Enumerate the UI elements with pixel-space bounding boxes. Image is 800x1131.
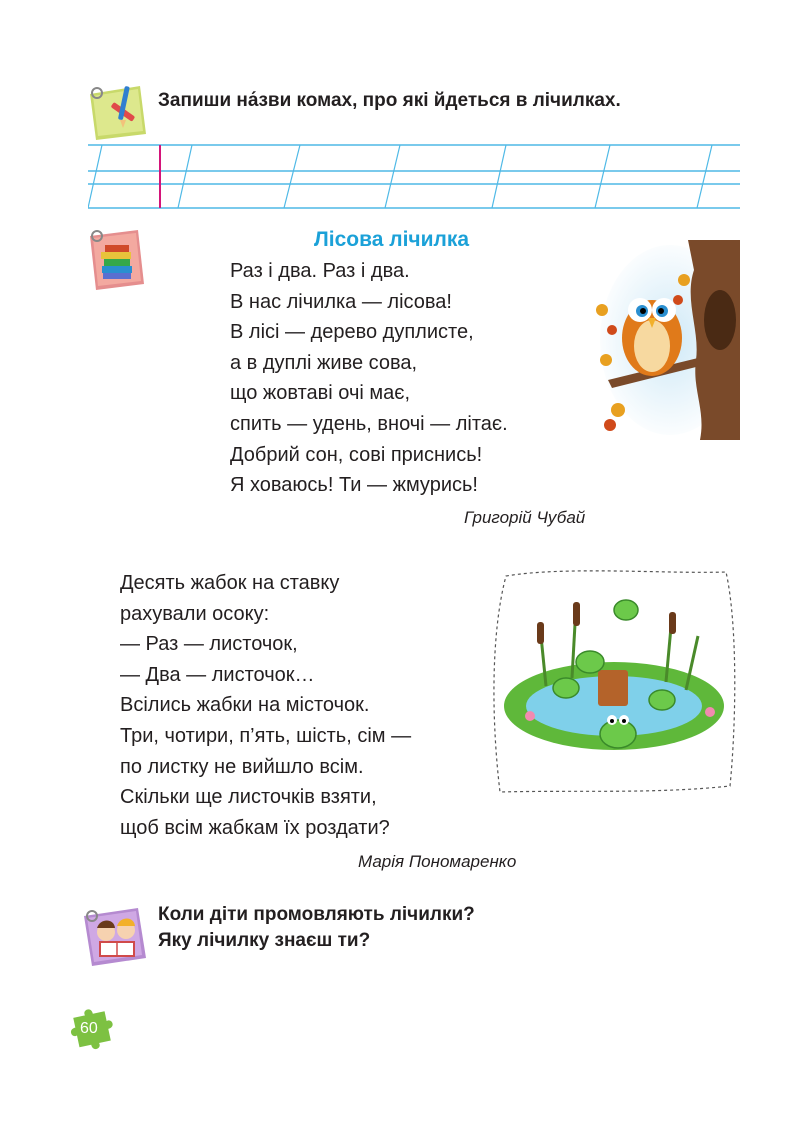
pencil-note-icon — [84, 80, 154, 142]
poem-line: спить — удень, вночі — літає. — [230, 412, 508, 435]
poem-line: що жовтаві очі має, — [230, 382, 411, 405]
poem-author: Марія Пономаренко — [358, 852, 517, 871]
poem-frogs — [120, 568, 411, 843]
poem-line: В нас лічилка — лісова! — [230, 290, 452, 313]
poem-line: Три, чотири, п’ять, шість, сім — — [120, 724, 412, 747]
poem-line: по листку не вийшло всім. — [120, 755, 364, 778]
poem-line: Скільки ще листочків взяти, — [120, 786, 377, 809]
writing-lines[interactable] — [88, 144, 740, 212]
poem-author: Григорій Чубай — [464, 508, 586, 527]
poem-lisova — [230, 256, 508, 501]
poem-line: а в дуплі живе сова, — [230, 351, 418, 374]
poem-line: щоб всім жабкам їх роздати? — [120, 816, 390, 839]
poem-line: В лісі — дерево дуплисте, — [230, 321, 474, 344]
poem-line: — Два — листочок… — [120, 663, 315, 686]
discussion-questions — [158, 902, 475, 954]
poem-line: Раз і два. Раз і два. — [230, 260, 410, 282]
question-line: Яку лічилку знаєш ти? — [158, 930, 371, 951]
children-reading-icon — [80, 904, 152, 968]
owl-illustration — [588, 240, 740, 440]
poem-line: Всілись жабки на місточок. — [120, 694, 370, 717]
poem-line: рахували осоку: — [120, 602, 270, 625]
page-number: 60 — [80, 1020, 98, 1037]
poem-title: Лісова лічилка — [314, 228, 470, 251]
frogs-illustration — [486, 566, 742, 796]
poem-line: — Раз — листочок, — [120, 633, 298, 656]
books-note-icon — [86, 226, 148, 292]
poem-line: Добрий сон, сові приснись! — [230, 443, 483, 466]
question-line: Коли діти промовляють лічилки? — [158, 904, 475, 925]
task-instruction: Запиши на́зви комах, про які йдеться в лічилках. — [158, 90, 621, 111]
poem-line: Десять жабок на ставку — [120, 572, 340, 594]
poem-line: Я ховаюсь! Ти — жмурись! — [230, 474, 478, 497]
